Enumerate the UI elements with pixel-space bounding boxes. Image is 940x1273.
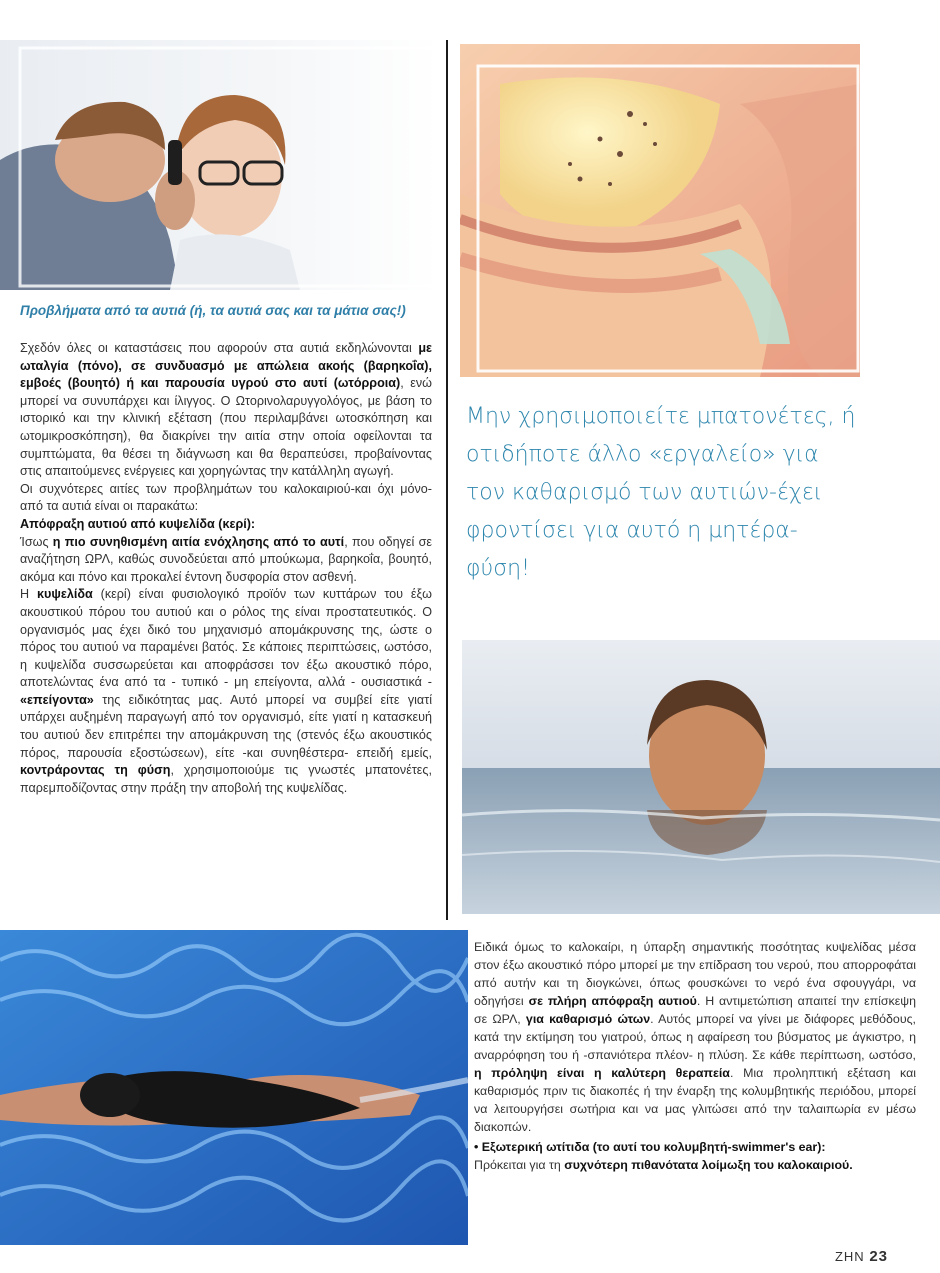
underwater-swimmer-photo (0, 930, 468, 1245)
left-column-text (20, 340, 432, 797)
column-divider (446, 40, 448, 920)
paragraph: Πρόκειται για τη συχνότερη πιθανότατα λοίμωξη του καλοκαιριού. (474, 1158, 853, 1172)
woman-swimming-photo (462, 640, 940, 914)
bottom-right-column-text (474, 938, 916, 1174)
ear-canal-illustration (460, 44, 860, 377)
paragraph: Ειδικά όμως το καλοκαίρι, η ύπαρξη σημαντικής ποσότητας κυψελίδας μέσα στον έξω ακουστικό πόρο μπορεί με την επίδραση του νερού, που απορροφάται από αυτήν και τη διογκώνει, όπως φουσκώνει το νερό ένα σφουγγάρι, να οδηγήσει σε πλήρη απόφραξη αυτιού. Η αντιμετώπιση απαιτεί την επίσκεψη σε ΩΡΛ, για καθαρισμό ώτων. Αυτός μπορεί να γίνει με διάφορες μεθόδους, κατά την εκτίμηση του γιατρού, όπως η αφαίρεση του βύσματος με άγκιστρο, η αναρρόφηση του ή -σπανιότερα πλέον- η πλύση. Σε κάθε περίπτωση, ωστόσο, η πρόληψη είναι η καλύτερη θεραπεία. Μια προληπτική εξέταση και καθαρισμός πριν τις διακοπές ή την έναρξη της κολυμβητικής περιόδου, μπορεί να λειτουργήσει σωτήρια και να μας γλιτώσει από την ταλαιπωρία εν μέσω διακοπών. (474, 940, 917, 1134)
paragraph: Η κυψελίδα (κερί) είναι φυσιολογικό προϊόν των κυττάρων του έξω ακουστικού πόρου του αυτιού και ο ρόλος της είναι προστατευτικός. Ο οργανισμός μας έχει δικό του μηχανισμό απομάκρυνσης της, ώστε ο πόρος του αυτιού να παραμένει βατός. Σε κάποιες περιπτώσεις, ωστόσο, η κυψελίδα συσσωρεύεται και αποφράσσει τον έξω ακουστικό πόρο, αποτελώντας ένα από τα - τυπικό - μη επείγοντα, αλλά - ουσιαστικά - «επείγοντα» της ειδικότητας μας. Αυτό μπορεί να συμβεί είτε γιατί υπάρχει αυξημένη παραγωγή από τον οργανισμό, είτε γιατί η κατασκευή του αυτιού δεν επιτρέπει την απομάκρυνση της (στενός έξω ακουστικός πόρος, παρουσία εξοστώσεων), είτε -και συνηθέστερα- επειδή εμείς, κοντράροντας τη φύση, χρησιμοποιούμε τις γνωστές μπατονέτες, παρεμποδίζοντας στην πράξη την αποβολή της κυψελίδας. (20, 587, 433, 795)
paragraph: Οι συχνότερες αιτίες των προβλημάτων του καλοκαιριού-και όχι μόνο- από τα αυτιά είναι οι παρακάτω: (20, 481, 432, 514)
page-footer (835, 1248, 888, 1265)
bullet-heading: • Εξωτερική ωτίτιδα (το αυτί του κολυμβητή-swimmer's ear): (474, 1140, 826, 1154)
doctor-examining-ear-photo (0, 40, 440, 290)
subheading: Απόφραξη αυτιού από κυψελίδα (κερί): (20, 516, 256, 531)
paragraph: Σχεδόν όλες οι καταστάσεις που αφορούν στα αυτιά εκδηλώνονται με ωταλγία (πόνο), σε συνδυασμό με απώλεια ακοής (βαρηκοΐα), εμβοές (βουητό) ή και παρουσία υγρού στο αυτί (ωτόρροια), ενώ μπορεί να συνυπάρχει και ίλιγγος. Ο Ωτορινολαρυγγολόγος, με βάση το ιστορικό και την κλινική εξέταση (που περιλαμβάνει ωτοσκόπηση και ωτομικροσκόπηση), θα διακρίνει την αιτία στην οποία οφείλονται τα συμπτώματα, θα θέσει τη διάγνωση και θα θεραπεύσει, προβαίνοντας στις απαιτούμενες ενέργειες και χορηγώντας την κατάλληλη αγωγή. (20, 341, 432, 479)
page-number: 23 (869, 1248, 888, 1265)
magazine-name: ΖΗΝ (834, 1249, 865, 1264)
article-heading: Προβλήματα από τα αυτιά (ή, τα αυτιά σας και τα μάτια σας!) (20, 303, 406, 318)
pull-quote: Μην χρησιμοποιείτε μπατονέτες, ή οτιδήποτε άλλο «εργαλείο» για τον καθαρισμό των αυτιών-έχει φροντίσει για αυτό η μητέρα-φύση! (466, 404, 856, 581)
paragraph: Ίσως η πιο συνηθισμένη αιτία ενόχλησης από το αυτί, που οδηγεί σε αναζήτηση ΩΡΛ, καθώς συνοδεύεται από μπούκωμα, βαρηκοΐα, βουητό, ακόμα και πόνο και προκαλεί έντονη δυσφορία στον ασθενή. (20, 534, 433, 584)
